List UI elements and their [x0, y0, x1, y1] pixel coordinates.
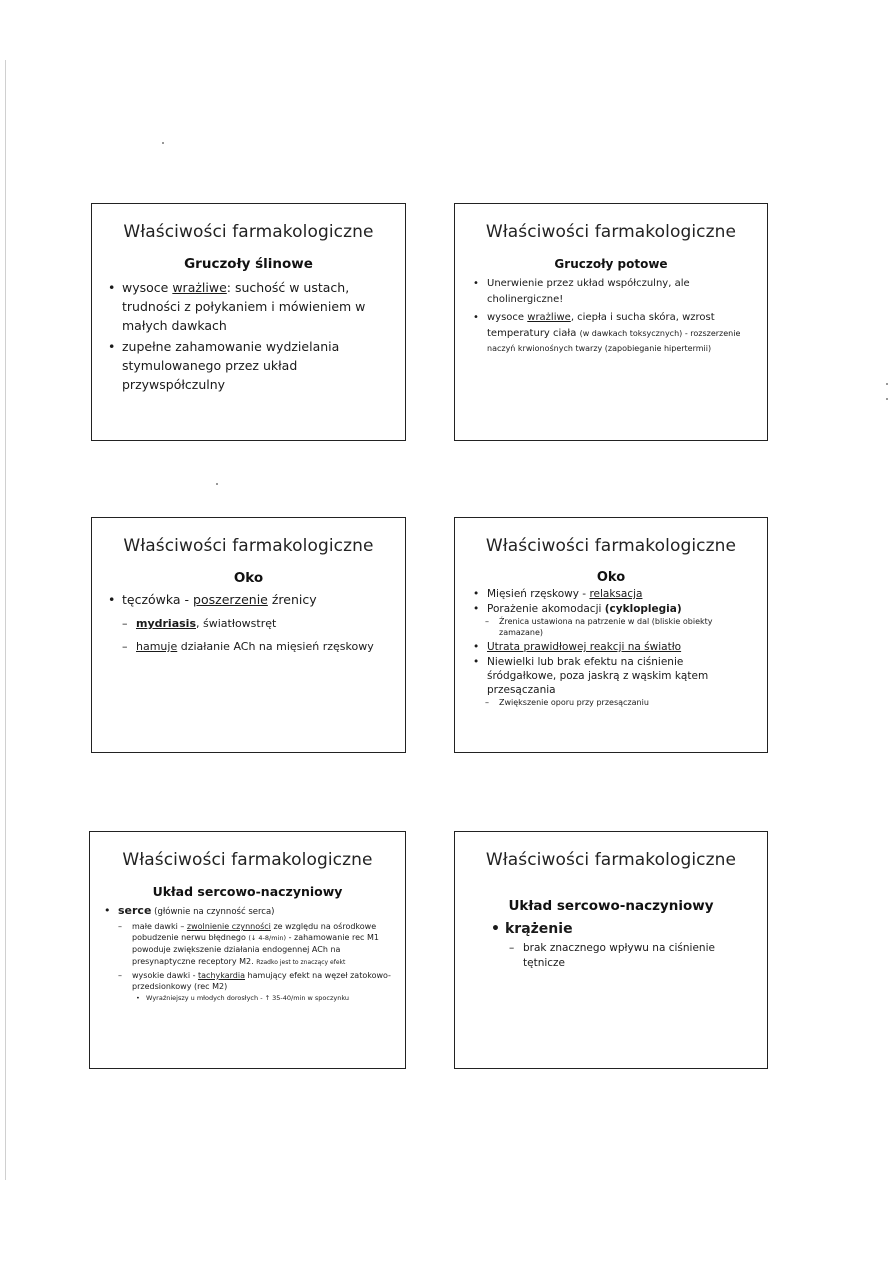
list-item: – Źrenica ustawiona na patrzenie w dal (bliskie obiekty zamazane) — [485, 617, 755, 638]
list-item: • Mięsień rzęskowy - relaksacja — [473, 587, 755, 601]
slide-title: Właściwości farmakologiczne — [122, 850, 373, 870]
list-item: – brak znacznego wpływu na ciśnienie tętnicze — [509, 941, 737, 970]
list-item: • wysoce wrażliwe, ciepła i sucha skóra, wzrost temperatury ciała (w dawkach toksycznych) - rozszerzenie naczyń krwionośnych twarzy (zapobieganie hipertermii) — [473, 310, 753, 357]
scan-speck — [216, 483, 218, 485]
slide-title: Właściwości farmakologiczne — [485, 850, 737, 870]
slide-5 — [89, 831, 406, 1069]
list-item: – Zwiększenie oporu przy przesączaniu — [485, 698, 755, 709]
slide-title: Właściwości farmakologiczne — [485, 536, 737, 556]
list-item: • krążenie — [491, 920, 753, 939]
slide-3 — [91, 517, 406, 753]
scan-speck — [886, 398, 888, 400]
slide-title: Właściwości farmakologiczne — [123, 536, 374, 556]
slide-title: Właściwości farmakologiczne — [485, 222, 737, 242]
slide-4 — [454, 517, 768, 753]
list-item: • wysoce wrażliwe: suchość w ustach, trudności z połykaniem i mówieniem w małych dawkach — [108, 278, 391, 335]
slide-title: Właściwości farmakologiczne — [123, 222, 374, 242]
slide-subtitle: Oko — [596, 570, 626, 585]
list-item: – wysokie dawki - tachykardia hamujący efekt na węzeł zatokowo-przedsionkowy (rec M2) — [118, 970, 391, 992]
list-item: – hamuje działanie ACh na mięsień rzęskowy — [122, 638, 391, 655]
list-item: – małe dawki – zwolnienie czynności ze względu na ośrodkowe pobudzenie nerwu błędnego (↓ 4-8/min) - zahamowanie rec M1 powoduje zwiększenie działania endogennej ACh na presynaptyczne receptory M2. Rzadko jest to znaczący efekt — [118, 921, 391, 968]
slide-subtitle: Gruczoły potowe — [554, 257, 668, 271]
scan-edge-line — [5, 60, 6, 1180]
slide-6 — [454, 831, 768, 1069]
list-item: • Porażenie akomodacji (cykloplegia) — [473, 602, 755, 616]
list-item: • zupełne zahamowanie wydzielania stymulowanego przez układ przywspółczulny — [108, 337, 391, 394]
slide-1 — [91, 203, 406, 441]
list-item: • Unerwienie przez układ współczulny, ale cholinergiczne! — [473, 276, 753, 307]
slide-2 — [454, 203, 768, 441]
slide-subtitle: Układ sercowo-naczyniowy — [152, 884, 343, 899]
list-item: – mydriasis, światłowstręt — [122, 615, 391, 632]
scan-speck — [162, 142, 164, 144]
slide-subtitle: Układ sercowo-naczyniowy — [508, 898, 714, 914]
list-item: • tęczówka - poszerzenie źrenicy — [108, 590, 391, 609]
list-item: • Utrata prawidłowej reakcji na światło — [473, 640, 755, 654]
list-item: • Wyraźniejszy u młodych dorosłych - ↑ 35-40/min w spoczynku — [136, 994, 391, 1003]
slide-subtitle: Gruczoły ślinowe — [184, 256, 313, 272]
slide-subtitle: Oko — [233, 570, 264, 586]
scan-speck — [886, 383, 888, 385]
list-item: • Niewielki lub brak efektu na ciśnienie śródgałkowe, poza jaskrą z wąskim kątem przesączania — [473, 655, 755, 697]
list-item: • serce (głównie na czynność serca) — [104, 904, 393, 919]
